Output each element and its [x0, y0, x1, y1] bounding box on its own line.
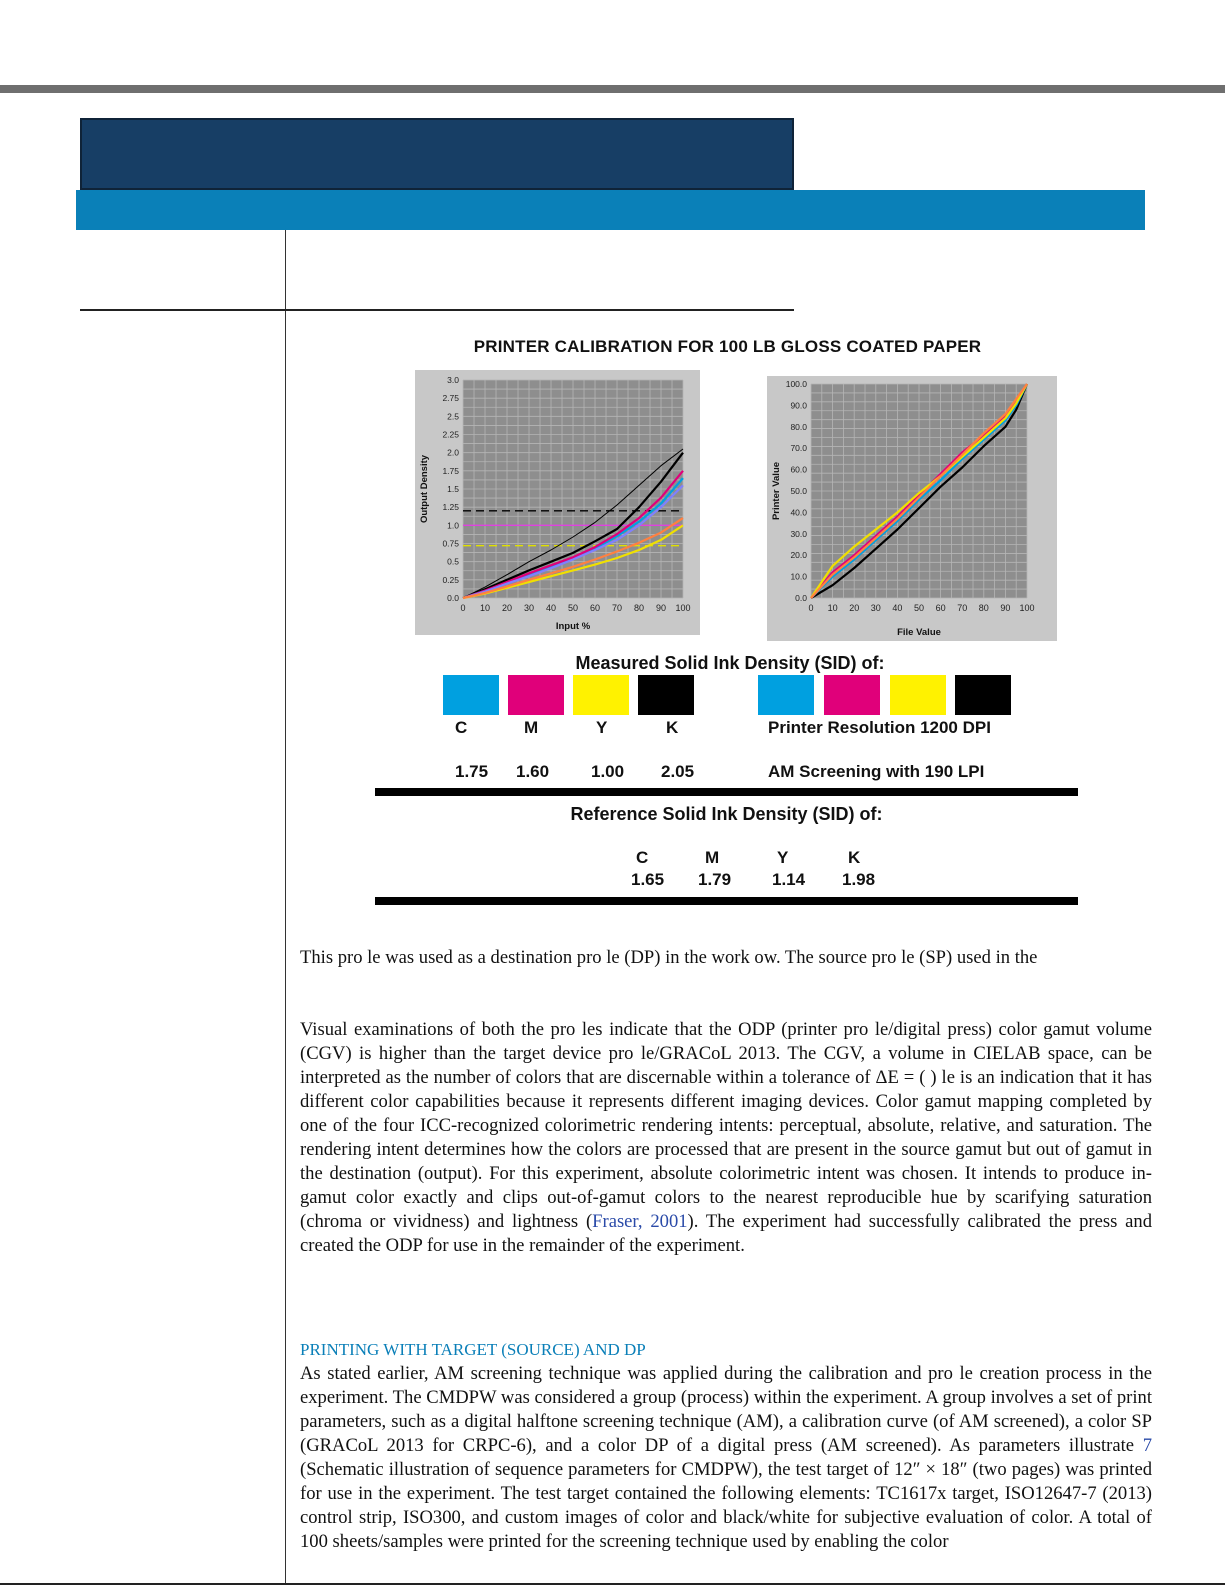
para2-text-a: Visual examinations of both the pro les indicate that the ODP (printer pro le/digital press) color gamut volume (CGV) is higher than the target device pro le/GRACoL 2013. The CGV, a volume in CIELAB space, can be interpreted as the number of colors that are discernable within a tolerance of ΔE = [300, 1019, 1152, 1088]
section-heading: PRINTING WITH TARGET (SOURCE) AND DP [300, 1340, 646, 1359]
ref-value-y: 1.14 [772, 870, 806, 889]
x-tick-label: 100 [1019, 603, 1035, 613]
body-paragraph-3 [300, 1362, 1152, 1554]
x-tick-label: 70 [611, 603, 623, 613]
y-tick-label: 1.5 [447, 484, 459, 494]
margin-vertical-rule [285, 230, 286, 1585]
y-tick-label: 1.25 [442, 502, 459, 513]
reference-sid-title: Reference Solid Ink Density (SID) of: [570, 804, 883, 824]
x-tick-label: 80 [978, 603, 989, 613]
figure-rule-top [375, 788, 1078, 796]
x-tick-label: 30 [870, 603, 881, 613]
measured-value-c: 1.75 [455, 762, 489, 781]
header-underline [80, 309, 794, 311]
x-tick-label: 0 [460, 603, 466, 613]
y-tick-label: 0.75 [442, 538, 459, 549]
swatch-magenta [508, 675, 564, 715]
y-tick-label: 0.0 [795, 593, 807, 603]
y-tick-label: 3.0 [447, 375, 459, 385]
ref-label-m: M [705, 848, 720, 867]
x-tick-label: 90 [655, 603, 667, 613]
ref-label-c: C [636, 848, 649, 867]
figure-rule-bottom [375, 897, 1078, 905]
x-tick-label: 40 [545, 603, 557, 613]
ref-value-k: 1.98 [842, 870, 876, 889]
x-tick-label: 20 [501, 603, 513, 613]
measured-value-k: 2.05 [661, 762, 695, 781]
y-tick-label: 2.0 [447, 447, 459, 458]
x-axis-label: File Value [897, 627, 941, 638]
y-tick-label: 40.0 [790, 507, 807, 518]
y-tick-label: 60.0 [790, 464, 807, 475]
y-tick-label: 10.0 [790, 571, 807, 582]
y-axis-label: Output Density [419, 454, 430, 524]
x-tick-label: 20 [849, 603, 860, 613]
citation-link-fraser[interactable]: Fraser, 2001 [592, 1211, 688, 1232]
header-cyan-bar [76, 190, 1145, 230]
measured-sid-title: Measured Solid Ink Density (SID) of: [575, 653, 885, 673]
ref-value-c: 1.65 [631, 870, 665, 889]
para1-text: This pro le was used as a destination pro le (DP) in the work ow. The source pro le (SP) used in the [300, 947, 1038, 968]
x-tick-label: 0 [808, 603, 814, 613]
y-tick-label: 70.0 [790, 443, 807, 454]
para2-text-c: ). The experiment had successfully calibrated the press and created the ODP for use in the remainder of the experiment. [300, 1211, 1152, 1256]
swatch-cyan-2 [758, 675, 814, 715]
y-tick-label: 1.75 [442, 465, 459, 476]
printer-resolution: Printer Resolution 1200 DPI [768, 718, 991, 737]
x-tick-label: 40 [892, 603, 903, 613]
ink-label-y: Y [596, 718, 608, 737]
y-tick-label: 0.25 [442, 574, 459, 585]
x-tick-label: 60 [589, 603, 601, 613]
y-tick-label: 100.0 [785, 379, 807, 389]
body-paragraph-1 [300, 946, 1152, 970]
para3-text-b: (Schematic illustration of sequence parameters for CMDPW), the test target of 12″ × 18″ (two pages) was printed for use in the experiment. The test target contained the following elements: TC1617x target, ISO12647-7 (2013) control strip, ISO300, and custom images of color and black/white for subjective evaluation of color. A total of 100 sheets/samples were printed for the screening technique used by enabling the color [300, 1459, 1152, 1552]
printer-value-chart [767, 376, 1057, 641]
y-tick-label: 2.75 [442, 393, 459, 404]
body-paragraph-2 [300, 1018, 1152, 1258]
x-axis-label: Input % [555, 621, 591, 632]
ink-label-k: K [666, 718, 679, 737]
x-tick-label: 70 [957, 603, 968, 613]
x-tick-label: 60 [935, 603, 946, 613]
para3-text-a: As stated earlier, AM screening technique was applied during the calibration and pro le creation process in the experiment. The CMDPW was considered a group (process) within the experiment. A group involves a set of print parameters, such as a digital halftone screening technique (AM), a calibration curve (of AM screened), a color SP (GRACoL 2013 for CRPC-6), and a color DP of a digital press (AM screened). As parameters illustrate [300, 1363, 1152, 1456]
x-tick-label: 10 [479, 603, 491, 613]
y-tick-label: 2.25 [442, 429, 459, 440]
y-tick-label: 0.0 [447, 593, 459, 603]
y-tick-label: 2.5 [447, 411, 459, 422]
header-dark-block [80, 118, 794, 190]
y-tick-label: 30.0 [790, 528, 807, 539]
swatch-yellow-2 [890, 675, 946, 715]
measured-value-m: 1.60 [516, 762, 550, 781]
y-tick-label: 80.0 [790, 421, 807, 432]
x-tick-label: 30 [523, 603, 535, 613]
x-tick-label: 80 [633, 603, 645, 613]
para2-text-b: ( ) le is an indication that it has different color capabilities because it represents different imaging devices. Color gamut mapping completed by one of the four ICC-recognized colorimetric rendering intents: perceptual, absolute, relative, and saturation. The rendering intent determines how the colors are processed that are present in the source gamut but out of gamut in the destination (output). For this experiment, absolute colorimetric intent was chosen. It intends to produce in-gamut color exactly and clips out-of-gamut colors to the nearest reproducible hue by scarifying saturation (chroma or vividness) and lightness ( [300, 1067, 1152, 1232]
ref-label-y: Y [777, 848, 789, 867]
x-tick-label: 10 [827, 603, 838, 613]
ref-label-k: K [848, 848, 861, 867]
measured-value-y: 1.00 [591, 762, 625, 781]
ink-label-c: C [455, 718, 468, 737]
screening-info: AM Screening with 190 LPI [768, 762, 985, 781]
y-tick-label: 0.5 [447, 556, 459, 567]
ink-label-m: M [524, 718, 539, 737]
y-axis-label: Printer Value [771, 461, 782, 521]
top-rule [0, 85, 1225, 93]
swatch-yellow [573, 675, 629, 715]
y-tick-label: 20.0 [790, 550, 807, 561]
swatch-cyan [443, 675, 499, 715]
y-tick-label: 1.0 [447, 520, 459, 531]
figure-link-7[interactable]: 7 [1142, 1435, 1152, 1456]
x-tick-label: 100 [675, 603, 691, 613]
figure-title: PRINTER CALIBRATION FOR 100 LB GLOSS COATED PAPER [473, 337, 982, 356]
y-tick-label: 50.0 [790, 486, 807, 496]
ref-value-m: 1.79 [698, 870, 732, 889]
x-tick-label: 50 [913, 603, 925, 613]
swatch-black-2 [955, 675, 1011, 715]
x-tick-label: 50 [567, 603, 579, 613]
swatch-black [638, 675, 694, 715]
y-tick-label: 90.0 [790, 400, 807, 411]
swatch-magenta-2 [824, 675, 880, 715]
output-density-chart [415, 370, 700, 635]
x-tick-label: 90 [1000, 603, 1011, 613]
